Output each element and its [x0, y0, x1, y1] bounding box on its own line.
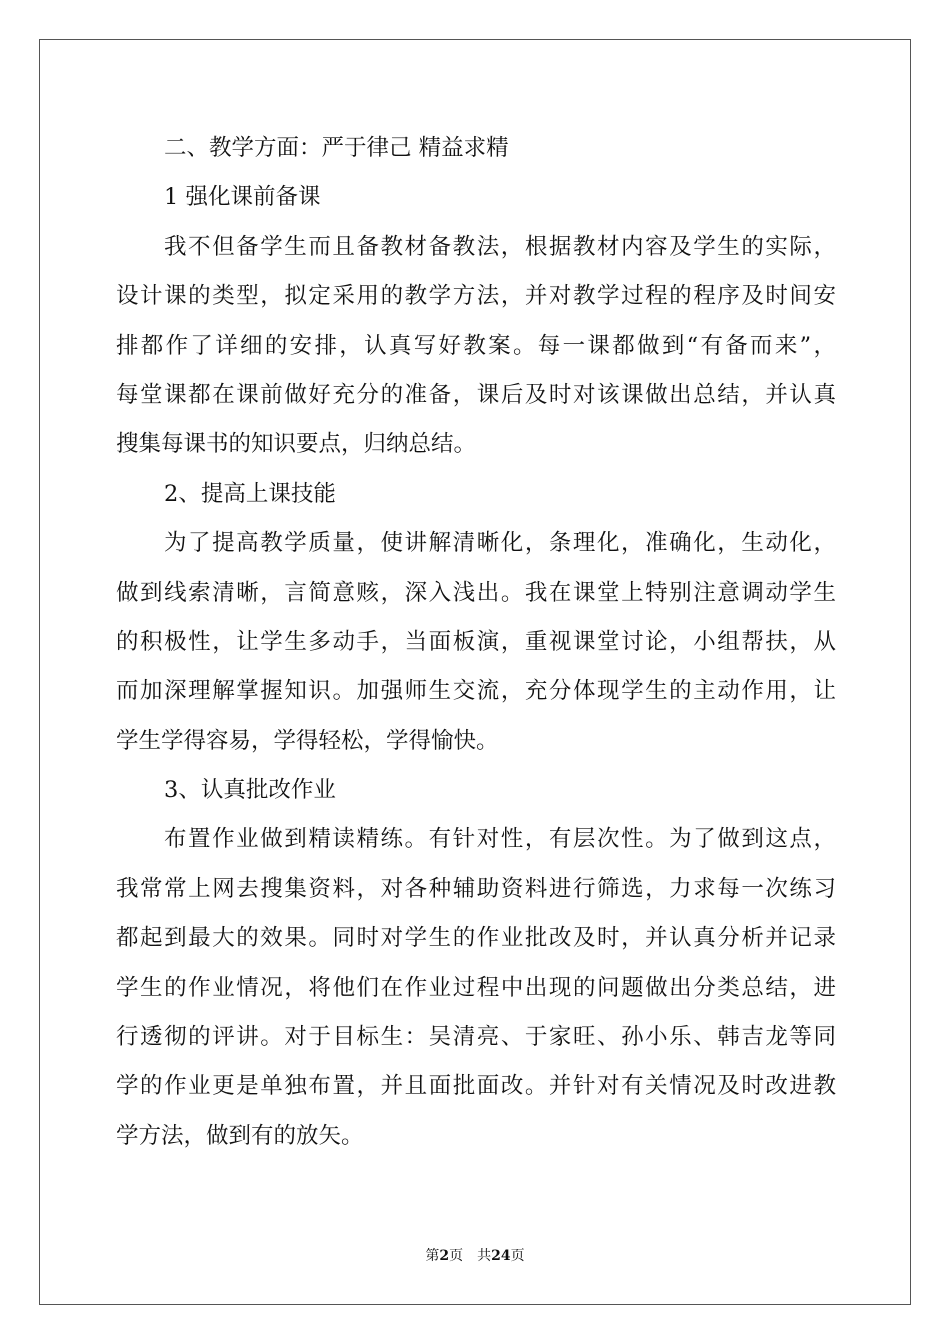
page-prefix: 第: [425, 1248, 440, 1264]
page-footer: [0, 1246, 950, 1266]
subsection-title: 1 强化课前备课: [164, 184, 321, 211]
paragraph-line: 做到线索清晰，言简意赅，深入浅出。我在课堂上特别注意调动学生: [116, 579, 836, 606]
page-suffix: 页: [449, 1248, 464, 1264]
paragraph-line: 而加深理解掌握知识。加强师生交流，充分体现学生的主动作用，让: [116, 678, 836, 705]
total-prefix: 共: [477, 1248, 492, 1264]
paragraph-line: 布置作业做到精读精练。有针对性，有层次性。为了做到这点，: [164, 826, 836, 853]
paragraph-line: 我常常上网去搜集资料，对各种辅助资料进行筛选，力求每一次练习: [116, 875, 836, 902]
subsection-title: 2、提高上课技能: [164, 480, 336, 507]
paragraph-line: 都起到最大的效果。同时对学生的作业批改及时，并认真分析并记录: [116, 925, 836, 952]
paragraph-line: 学生的作业情况，将他们在作业过程中出现的问题做出分类总结，进: [116, 974, 836, 1001]
paragraph-line: 行透彻的评讲。对于目标生：吴清亮、于家旺、孙小乐、韩吉龙等同: [116, 1024, 836, 1051]
section-heading: 二、教学方面：严于律己 精益求精: [164, 135, 509, 161]
paragraph-line: 的积极性，让学生多动手，当面板演，重视课堂讨论，小组帮扶，从: [116, 628, 836, 655]
paragraph-line: 我不但备学生而且备教材备教法，根据教材内容及学生的实际，: [164, 233, 836, 260]
total-pages: 24: [491, 1248, 511, 1264]
paragraph-line: 每堂课都在课前做好充分的准备，课后及时对该课做出总结，并认真: [116, 381, 836, 408]
subsection-title: 3、认真批改作业: [164, 777, 336, 804]
total-suffix: 页: [510, 1248, 525, 1264]
document-body: [116, 124, 836, 1161]
paragraph-line: 学的作业更是单独布置，并且面批面改。并针对有关情况及时改进教: [116, 1073, 836, 1100]
paragraph-line: 为了提高教学质量，使讲解清晰化，条理化，准确化，生动化，: [164, 530, 836, 557]
paragraph-line: 设计课的类型，拟定采用的教学方法，并对教学过程的程序及时间安: [116, 283, 836, 310]
paragraph-line: 排都作了详细的安排，认真写好教案。每一课都做到“有备而来”，: [116, 332, 836, 359]
paragraph-line: 学生学得容易，学得轻松，学得愉快。: [116, 727, 499, 754]
page-number: 2: [439, 1248, 450, 1264]
paragraph-line: 搜集每课书的知识要点，归纳总结。: [116, 431, 477, 458]
paragraph-line: 学方法，做到有的放矢。: [116, 1122, 364, 1149]
